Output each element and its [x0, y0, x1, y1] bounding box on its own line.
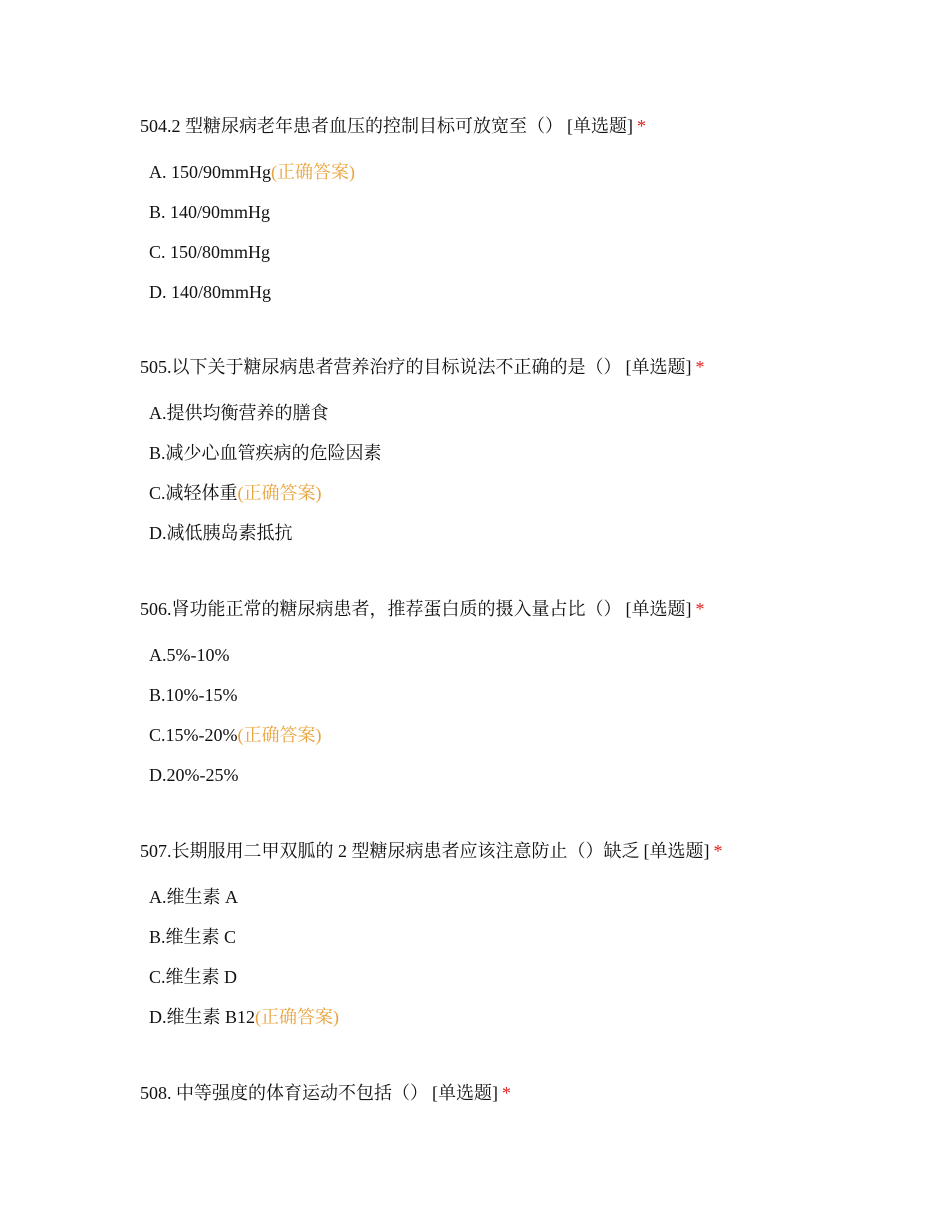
question-508 — [140, 1081, 920, 1105]
option-c: C.减轻体重(正确答案) — [149, 483, 322, 503]
option-c: C.15%-20%(正确答案) — [149, 725, 322, 745]
question-title — [140, 355, 920, 379]
question-text: 504.2 型糖尿病老年患者血压的控制目标可放宽至（） — [140, 116, 563, 136]
required-marker: * — [637, 116, 646, 136]
option-b: B.维生素 C — [149, 927, 237, 947]
required-marker: * — [713, 841, 723, 861]
question-title — [140, 597, 920, 621]
option-a: A.5%-10% — [149, 645, 230, 665]
question-text: 508. 中等强度的体育运动不包括（） — [140, 1083, 428, 1103]
option-a: A. 150/90mmHg(正确答案) — [149, 162, 356, 182]
option-list — [149, 885, 920, 1029]
question-type: [单选题] — [643, 841, 710, 861]
question-506 — [140, 597, 920, 803]
option-list — [149, 643, 920, 787]
option-a: A.维生素 A — [149, 887, 238, 907]
option-b: B.减少心血管疾病的危险因素 — [149, 443, 382, 463]
correct-answer-tag: (正确答案) — [255, 1007, 340, 1027]
option-d: D.维生素 B12(正确答案) — [149, 1007, 340, 1027]
option-c: C. 150/80mmHg — [149, 242, 271, 262]
question-type: [单选题] — [567, 116, 633, 136]
option-d: D.20%-25% — [149, 765, 239, 785]
required-marker: * — [695, 357, 705, 377]
option-d: D.减低胰岛素抵抗 — [149, 523, 293, 543]
option-b: B. 140/90mmHg — [149, 202, 271, 222]
question-text: 505.以下关于糖尿病患者营养治疗的目标说法不正确的是（） — [140, 357, 622, 377]
correct-answer-tag: (正确答案) — [271, 162, 356, 182]
option-list — [149, 160, 920, 304]
question-505 — [140, 355, 920, 561]
option-c: C.维生素 D — [149, 967, 238, 987]
correct-answer-tag: (正确答案) — [237, 725, 322, 745]
option-d: D. 140/80mmHg — [149, 282, 272, 302]
option-list — [149, 401, 920, 545]
question-title — [140, 839, 920, 863]
question-504 — [140, 114, 920, 320]
option-b: B.10%-15% — [149, 685, 238, 705]
question-type: [单选题] — [625, 357, 692, 377]
question-507 — [140, 839, 920, 1045]
question-title — [140, 1081, 920, 1105]
question-type: [单选题] — [625, 599, 692, 619]
correct-answer-tag: (正确答案) — [237, 483, 322, 503]
required-marker: * — [695, 599, 705, 619]
question-text: 506.肾功能正常的糖尿病患者，推荐蛋白质的摄入量占比（） — [140, 599, 622, 619]
option-a: A.提供均衡营养的膳食 — [149, 403, 329, 423]
question-title — [140, 114, 920, 138]
required-marker: * — [502, 1083, 511, 1103]
question-type: [单选题] — [432, 1083, 498, 1103]
question-text: 507.长期服用二甲双胍的 2 型糖尿病患者应该注意防止（）缺乏 — [140, 841, 640, 861]
